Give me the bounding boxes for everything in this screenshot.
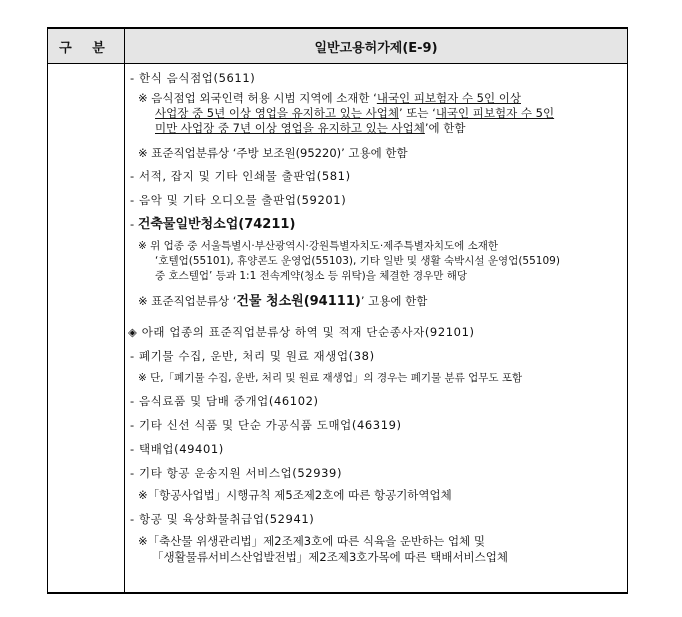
header-general-employment: 일반고용허가제(E-9) xyxy=(314,40,438,56)
note-aviation-act: ※「항공사업법」시행규칙 제5조제2호에 따른 항공기하역업체 xyxy=(138,488,452,502)
note-underlined: 내국인 피보험자 수 5인 이상 xyxy=(376,91,521,105)
note-livestock-act: ※「축산물 위생관리법」제2조제3호에 따른 식육을 운반하는 업체 및 xyxy=(138,534,485,548)
note-restaurant-line2 xyxy=(155,106,554,121)
note-building-cleaner xyxy=(138,294,427,309)
item-music-publishing: - 음악 및 기타 오디오물 출판업(59201) xyxy=(130,193,347,207)
note-restaurant-region xyxy=(138,91,521,106)
note-underlined: 내국인 피보험자 수 5인 xyxy=(435,106,555,120)
column-divider xyxy=(124,64,125,592)
item-courier: - 택배업(49401) xyxy=(130,442,224,456)
note-bold: 건물 청소원(94111) xyxy=(236,294,361,309)
note-text: ※ 표준직업분류상 ‘ xyxy=(138,294,237,308)
item-waste-collection: - 폐기물 수집, 운반, 처리 및 원료 재생업(38) xyxy=(130,349,375,363)
item-dash: - xyxy=(130,217,138,231)
item-air-transport-support: - 기타 항공 운송지원 서비스업(52939) xyxy=(130,466,343,480)
note-underlined: 사업장 중 5년 이상 영업을 유지하고 있는 사업체 xyxy=(155,106,399,120)
note-logistics-act: 「생활물류서비스산업발전법」제2조제3호가목에 따른 택배서비스업체 xyxy=(152,550,508,564)
item-book-publishing: - 서적, 잡지 및 기타 인쇄물 출판업(581) xyxy=(130,169,351,183)
note-restaurant-line3 xyxy=(155,121,466,136)
header-category: 구 분 xyxy=(48,29,125,63)
note-underlined: 미만 사업장 중 7년 이상 영업을 유지하고 있는 사업체 xyxy=(155,121,425,135)
item-building-cleaning xyxy=(130,217,295,232)
note-cleaning-contract: 중 호스텔업’ 등과 1:1 전속계약(청소 등 위탁)을 체결한 경우만 해당 xyxy=(155,270,468,282)
note-waste-sorting: ※ 단,「폐기물 수집, 운반, 처리 및 원료 재생업」의 경우는 폐기물 분류 업무도 포함 xyxy=(138,372,523,384)
item-fresh-food-wholesale: - 기타 신선 식품 및 단순 가공식품 도매업(46319) xyxy=(130,418,402,432)
note-text: ※ 음식점업 외국인력 허용 시범 지역에 소재한 ‘ xyxy=(138,91,377,105)
item-food-brokerage: - 음식료품 및 담배 중개업(46102) xyxy=(130,394,319,408)
note-cleaning-hotels: ‘호텔업(55101), 휴양콘도 운영업(55103), 기타 일반 및 생활 숙박시설 운영업(55109) xyxy=(155,255,560,267)
item-cargo-handling: - 항공 및 육상화물취급업(52941) xyxy=(130,512,315,526)
note-text: ’ 또는 ‘ xyxy=(398,106,436,120)
item-bold-text: 건축물일반청소업(74211) xyxy=(137,217,296,232)
note-text: ’ 고용에 한함 xyxy=(360,294,428,308)
note-text: ’에 한함 xyxy=(424,121,466,135)
item-korean-restaurant: - 한식 음식점업(5611) xyxy=(130,71,256,85)
table-header xyxy=(48,29,627,64)
table-frame xyxy=(47,27,628,594)
note-kitchen-assistant: ※ 표준직업분류상 ‘주방 보조원(95220)’ 고용에 한함 xyxy=(138,146,408,160)
note-cleaning-region: ※ 위 업종 중 서울특별시·부산광역시·강원특별자치도·제주특별자치도에 소재한 xyxy=(138,240,499,252)
section-loading-workers: ◈ 아래 업종의 표준직업분류상 하역 및 적재 단순종사자(92101) xyxy=(128,325,475,339)
